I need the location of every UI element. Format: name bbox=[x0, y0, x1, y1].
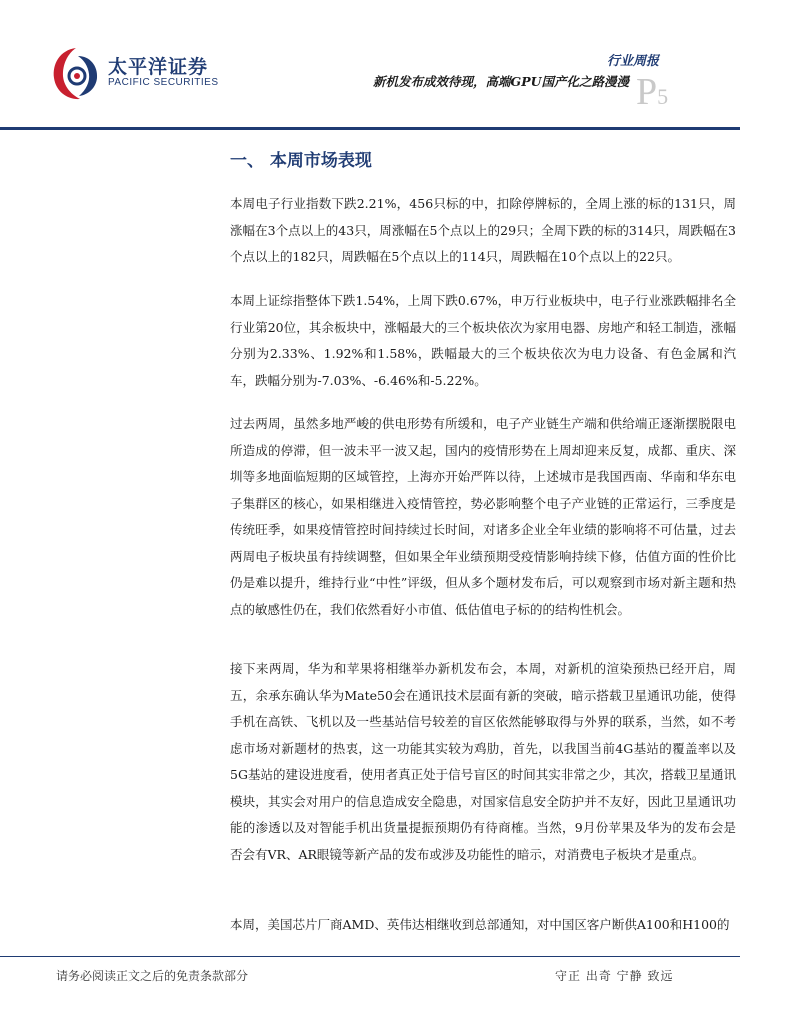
paragraph-5: 本周，美国芯片厂商AMD、英伟达相继收到总部通知，对中国区客户断供A100和H100的 bbox=[230, 917, 730, 932]
section-title: 一、 本周市场表现 bbox=[230, 151, 372, 171]
pacific-securities-logo-icon bbox=[48, 42, 104, 104]
footer-divider bbox=[0, 956, 740, 957]
header-divider bbox=[0, 127, 740, 130]
brand-name-cn: 太平洋证券 bbox=[108, 56, 209, 78]
paragraph-1: 本周电子行业指数下跌2.21%，456只标的中，扣除停牌标的，全周上涨的标的131只，周涨幅在3个点以上的43只，周涨幅在5个点以上的29只；全周下跌的标的314只，周跌幅在3个点以上的182只，周跌幅在5个点以上的114只，周跌幅在10个点以上的22只。 bbox=[230, 196, 736, 264]
footer-disclaimer: 请务必阅读正文之后的免责条款部分 bbox=[56, 969, 249, 983]
company-logo bbox=[48, 42, 226, 104]
footer-motto: 守正 出奇 宁静 致远 bbox=[555, 969, 674, 983]
report-type: 行业周报 bbox=[606, 54, 659, 69]
page-number bbox=[636, 70, 668, 114]
paragraph-2: 本周上证综指整体下跌1.54%，上周下跌0.67%，申万行业板块中，电子行业涨跌幅排名全行业第20位，其余板块中，涨幅最大的三个板块依次为家用电器、房地产和轻工制造，涨幅分别为2.33%、1.92%和1.58%，跌幅最大的三个板块依次为电力设备、有色金属和汽车，跌幅分别为-7.03%、-6.46%和-5.22%。 bbox=[230, 293, 736, 388]
page-number-digit: 5 bbox=[657, 84, 669, 109]
paragraph-3: 过去两周，虽然多地严峻的供电形势有所缓和，电子产业链生产端和供给端正逐渐摆脱限电所造成的停滞，但一波未平一波又起，国内的疫情形势在上周却迎来反复，成都、重庆、深圳等多地面临短期的区域管控，上海亦开始严阵以待，上述城市是我国西南、华南和华东电子集群区的核心，如果相继进入疫情管控，势必影响整个电子产业链的正常运行，三季度是传统旺季，如果疫情管控时间持续过长时间，对诸多企业全年业绩的影响将不可估量，过去两周电子板块虽有持续调整，但如果全年业绩预期受疫情影响持续下修，估值方面的性价比仍是难以提升，维持行业“中性”评级，但从多个题材发布后，可以观察到市场对新主题和热点的敏感性仍在，我们依然看好小市值、低估值电子标的的结构性机会。 bbox=[230, 416, 736, 617]
page-letter: P bbox=[636, 71, 658, 113]
paragraph-4: 接下来两周，华为和苹果将相继举办新机发布会，本周，对新机的渲染预热已经开启，周五，余承东确认华为Mate50会在通讯技术层面有新的突破，暗示搭载卫星通讯功能，使得手机在高铁、飞机以及一些基站信号较差的盲区依然能够取得与外界的联系，当然，如不考虑市场对新题材的热衷，这一功能其实较为鸡肋，首先，以我国当前4G基站的覆盖率以及5G基站的建设进度看，使用者真正处于信号盲区的时间其实非常之少，其次，搭载卫星通讯模块，其实会对用户的信息造成安全隐患，对国家信息安全防护并不友好，因此卫星通讯功能的渗透以及对智能手机出货量提振预期仍有待商榷。当然，9月份苹果及华为的发布会是否会有VR、AR眼镜等新产品的发布或涉及功能性的暗示，对消费电子板块才是重点。 bbox=[230, 661, 736, 862]
report-title: 新机发布成效待现，高端GPU国产化之路漫漫 bbox=[373, 74, 629, 89]
brand-name-en: PACIFIC SECURITIES bbox=[108, 77, 219, 88]
